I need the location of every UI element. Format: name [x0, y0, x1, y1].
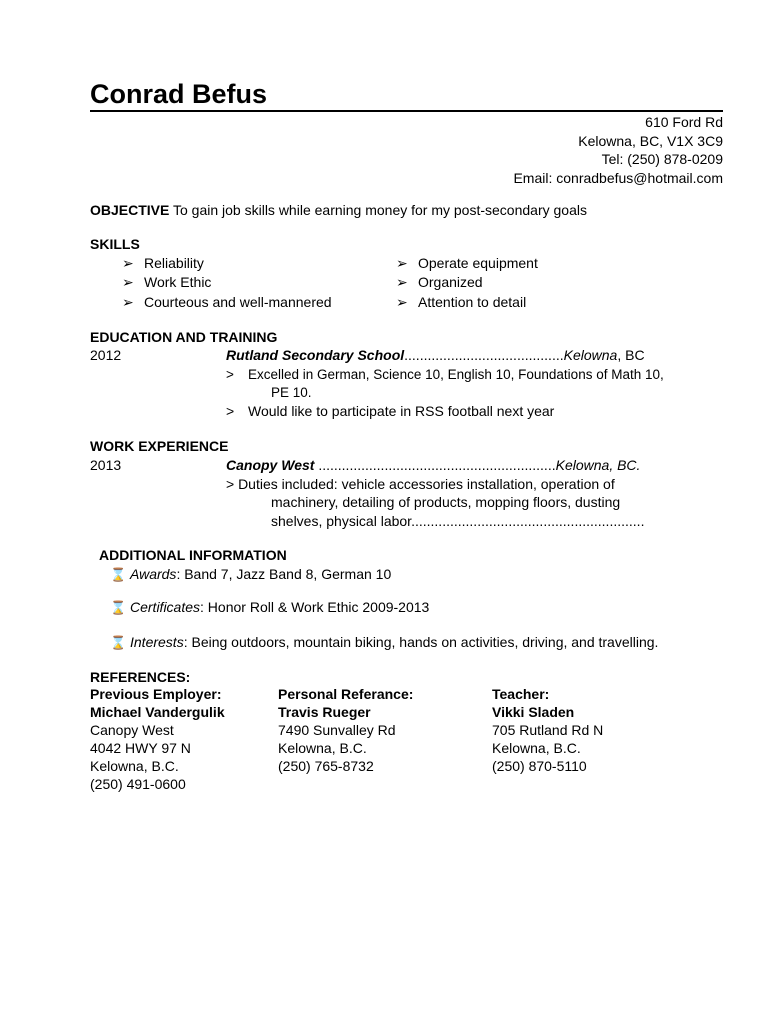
skill-label: Attention to detail	[418, 294, 527, 310]
skill-label: Courteous and well-mannered	[144, 294, 332, 310]
reference-phone: (250) 765-8732	[278, 758, 374, 774]
work-duties: > Duties included: vehicle accessories installation, operation of	[226, 476, 615, 492]
address-line-1: 610 Ford Rd	[645, 114, 723, 130]
telephone: Tel: (250) 878-0209	[601, 151, 723, 167]
education-heading: EDUCATION AND TRAINING	[90, 329, 278, 345]
hourglass-bullet-icon: ⌛	[110, 567, 127, 582]
skill-item	[396, 254, 538, 272]
skill-item	[122, 293, 332, 311]
contact-block	[513, 113, 723, 187]
arrow-bullet-icon: ➢	[122, 274, 134, 290]
resume-name: Conrad Befus	[90, 79, 268, 109]
additional-item-interests	[110, 633, 658, 652]
arrow-bullet-icon: ➢	[396, 255, 408, 271]
school-city: Kelowna	[563, 347, 618, 363]
reference-name: Michael Vandergulik	[90, 704, 225, 720]
interests-label: Interests	[130, 634, 184, 650]
education-item	[226, 366, 664, 384]
education-item	[226, 402, 554, 420]
address-line-2: Kelowna, BC, V1X 3C9	[578, 132, 723, 149]
employer-location: Kelowna, BC.	[555, 457, 641, 473]
interests-text: : Being outdoors, mountain biking, hands on activities, driving, and travelling.	[183, 634, 659, 650]
reference-phone: (250) 870-5110	[492, 758, 587, 774]
work-year: 2013	[90, 457, 122, 473]
reference-role: Previous Employer:	[90, 686, 222, 702]
skills-heading: SKILLS	[90, 236, 140, 252]
reference-personal	[278, 685, 413, 775]
reference-line: 4042 HWY 97 N	[90, 740, 191, 756]
reference-teacher	[492, 685, 603, 775]
skill-label: Organized	[418, 274, 483, 290]
certificates-label: Certificates	[130, 599, 201, 615]
objective-label: OBJECTIVE	[90, 202, 170, 218]
additional-item-awards	[110, 565, 391, 584]
employer-name: Canopy West	[226, 457, 315, 473]
reference-line: Canopy West	[90, 722, 174, 738]
work-duties-continued: machinery, detailing of products, mopping floors, dusting	[271, 494, 621, 510]
arrow-bullet-icon: ➢	[122, 294, 134, 310]
hourglass-bullet-icon: ⌛	[110, 600, 127, 615]
reference-name: Travis Rueger	[278, 704, 371, 720]
skill-label: Work Ethic	[144, 274, 212, 290]
leader-dots: .............................................................	[314, 457, 556, 473]
reference-phone: (250) 491-0600	[90, 776, 186, 792]
additional-heading: ADDITIONAL INFORMATION	[99, 547, 287, 563]
certificates-text: : Honor Roll & Work Ethic 2009-2013	[200, 599, 430, 615]
school-province: , BC	[617, 347, 645, 363]
arrow-bullet-icon: ➢	[396, 294, 408, 310]
objective-text: To gain job skills while earning money for my post-secondary goals	[169, 202, 587, 218]
objective	[90, 201, 587, 219]
skill-item	[122, 254, 204, 272]
work-duties-continued: shelves, physical labor............................................................	[271, 513, 645, 529]
skill-item	[122, 273, 211, 291]
education-school-line	[226, 346, 645, 364]
hourglass-bullet-icon: ⌛	[110, 635, 127, 650]
education-item-continued: PE 10.	[271, 385, 312, 400]
education-item-text: Excelled in German, Science 10, English 10, Foundations of Math 10,	[248, 367, 664, 382]
skill-item	[396, 273, 483, 291]
gt-bullet-icon: >	[226, 367, 234, 382]
skill-label: Operate equipment	[418, 255, 538, 271]
reference-previous-employer	[90, 685, 225, 793]
awards-label: Awards	[130, 566, 177, 582]
reference-role: Personal Referance:	[278, 686, 414, 702]
additional-item-certificates	[110, 598, 429, 617]
reference-role: Teacher:	[492, 686, 550, 702]
awards-text: : Band 7, Jazz Band 8, German 10	[176, 566, 392, 582]
gt-bullet-icon: >	[226, 403, 235, 419]
education-item-text: Would like to participate in RSS football next year	[248, 403, 555, 419]
header-rule	[90, 110, 723, 112]
email: Email: conradbefus@hotmail.com	[513, 169, 723, 186]
reference-line: 705 Rutland Rd N	[492, 722, 604, 738]
reference-line: 7490 Sunvalley Rd	[278, 722, 396, 738]
work-employer-line	[226, 456, 640, 474]
skill-label: Reliability	[144, 255, 204, 271]
school-name: Rutland Secondary School	[226, 347, 405, 363]
arrow-bullet-icon: ➢	[122, 255, 134, 271]
reference-line: Kelowna, B.C.	[90, 758, 179, 774]
arrow-bullet-icon: ➢	[396, 274, 408, 290]
reference-line: Kelowna, B.C.	[492, 740, 581, 756]
reference-line: Kelowna, B.C.	[278, 740, 367, 756]
leader-dots: .........................................	[404, 347, 564, 363]
references-heading: REFERENCES:	[90, 669, 191, 685]
education-year: 2012	[90, 347, 122, 363]
reference-name: Vikki Sladen	[492, 704, 575, 720]
skill-item	[396, 293, 526, 311]
work-heading: WORK EXPERIENCE	[90, 438, 229, 454]
